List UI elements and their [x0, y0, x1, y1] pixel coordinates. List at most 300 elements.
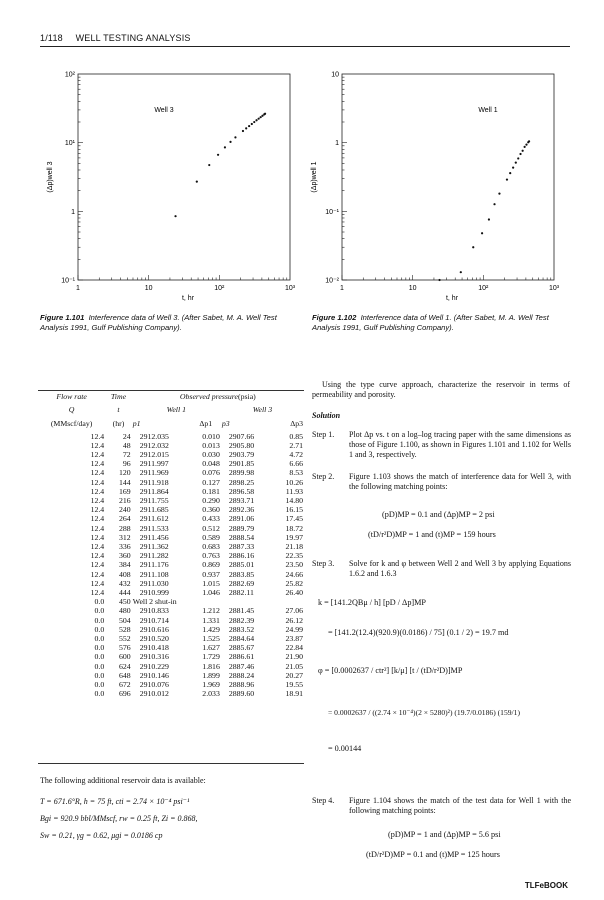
- table-cell: 8.53: [289, 468, 303, 478]
- table-cell: 2899.98: [228, 468, 255, 478]
- table-cell: 264: [119, 514, 131, 524]
- head-p3: p3: [221, 419, 230, 429]
- table-cell: 2882.11: [228, 588, 254, 598]
- table-cell: 624: [119, 661, 131, 671]
- match-point-1a: (pD)MP = 0.1 and (Δp)MP = 2 psi: [382, 510, 495, 519]
- table-cell: 240: [119, 505, 131, 515]
- table-cell: 2911.864: [139, 486, 169, 496]
- table-cell: 12.4: [90, 551, 105, 561]
- unit-flow: (MMscf/day): [50, 419, 93, 429]
- table-cell: 0.0: [94, 624, 105, 634]
- col-t: t: [117, 405, 120, 415]
- table-cell: 12.4: [90, 440, 105, 450]
- table-row: [38, 597, 304, 606]
- table-cell: 2885.01: [228, 560, 255, 570]
- table-cell: 0.181: [202, 486, 220, 496]
- table-cell: 25.82: [285, 578, 303, 588]
- table-cell: 2911.456: [139, 532, 169, 542]
- table-bottom-rule: [38, 763, 304, 764]
- table-row: [38, 441, 304, 450]
- table-cell: 432: [119, 578, 131, 588]
- table-row: [38, 505, 304, 514]
- head-p1: p1: [132, 419, 141, 429]
- table-cell: 1.429: [202, 624, 220, 634]
- table-cell: 672: [119, 680, 131, 690]
- data-point: [515, 162, 517, 164]
- match-point-1b: (tD/r²D)MP = 1 and (t)MP = 159 hours: [368, 530, 496, 539]
- y-tick-label: 10⁻²: [325, 277, 339, 285]
- table-cell: 0.512: [202, 523, 220, 533]
- observed-pressure-label: Observed pressure: [179, 392, 239, 401]
- x-tick-label: 10³: [284, 285, 296, 292]
- table-cell: 312: [119, 532, 131, 542]
- data-point: [506, 178, 508, 180]
- table-row: [38, 616, 304, 625]
- table-cell: 2910.146: [139, 670, 169, 680]
- step-label: Step 4.: [312, 796, 335, 805]
- table-cell: 528: [119, 624, 131, 634]
- chart-well-3: [40, 62, 308, 310]
- x-tick-label: 10²: [478, 285, 489, 292]
- data-point: [260, 116, 262, 118]
- plot-frame: [342, 74, 554, 280]
- table-cell: 22.84: [285, 643, 303, 653]
- data-point: [460, 271, 462, 273]
- caption-text: Interference data of Well 1. (After Sabet, M. A. Well Test Analysis 1991, Gulf Publishing Company).: [312, 313, 549, 332]
- table-cell: 0.0: [94, 689, 105, 699]
- table-cell: 2.033: [202, 689, 220, 699]
- table-cell: 2888.96: [228, 680, 255, 690]
- y-tick-label: 10⁻¹: [61, 277, 75, 285]
- table-cell: 2911.918: [139, 477, 169, 487]
- table-cell: 169: [119, 486, 131, 496]
- figure-label: Figure 1.102: [312, 313, 357, 322]
- table-cell: 2888.24: [228, 670, 255, 680]
- table-cell: 0.290: [202, 496, 220, 506]
- table-cell: 2911.685: [139, 505, 169, 515]
- table-cell: 450: [119, 597, 131, 607]
- step-label: Step 3.: [312, 559, 335, 568]
- table-cell: 0.0: [94, 606, 105, 616]
- table-cell: 0.589: [202, 532, 220, 542]
- table-cell: 384: [119, 560, 131, 570]
- table-cell: 11.93: [285, 486, 303, 496]
- table-cell: 2893.71: [228, 496, 255, 506]
- col-well-1: Well 1: [166, 405, 186, 415]
- x-tick-label: 10³: [548, 285, 560, 292]
- table-cell: 12.4: [90, 578, 105, 588]
- table-cell: 600: [119, 652, 131, 662]
- table-cell: 1.331: [202, 615, 220, 625]
- y-tick-label: 10¹: [64, 140, 75, 148]
- table-cell: 0.85: [289, 431, 303, 441]
- solution-heading: Solution: [312, 411, 341, 420]
- table-cell: 1.729: [202, 652, 220, 662]
- table-cell: 10.26: [285, 477, 303, 487]
- pressure-unit: (psia): [238, 392, 256, 401]
- table-cell: 1.525: [202, 634, 220, 644]
- table-cell: 2911.362: [139, 542, 169, 552]
- table-row: [38, 542, 304, 551]
- step-2: [312, 472, 572, 492]
- header-rule: [40, 46, 570, 47]
- unit-time: (hr): [112, 419, 125, 429]
- y-axis-label: (Δp)well 3: [47, 161, 54, 193]
- table-row: [38, 643, 304, 652]
- table-cell: 2911.755: [139, 496, 169, 506]
- table-cell: 12.4: [90, 569, 105, 579]
- table-cell: 2883.52: [228, 624, 255, 634]
- table-row: [38, 551, 304, 560]
- table-cell: 2910.833: [139, 606, 169, 616]
- data-point: [208, 164, 210, 166]
- table-cell: 4.72: [289, 450, 303, 460]
- table-cell: 2883.85: [228, 569, 255, 579]
- table-cell: 552: [119, 634, 131, 644]
- table-cell: 2910.520: [139, 634, 169, 644]
- data-point: [498, 193, 500, 195]
- col-flow-rate: Flow rate: [56, 392, 87, 401]
- table-cell: 0.0: [94, 597, 105, 607]
- data-point: [196, 181, 198, 183]
- data-point: [174, 215, 176, 217]
- table-cell: 26.12: [285, 615, 303, 625]
- table-cell: 1.212: [202, 606, 220, 616]
- table-cell: 12.4: [90, 486, 105, 496]
- table-cell: 2911.997: [139, 459, 169, 469]
- data-point: [258, 118, 260, 120]
- table-cell: 16.15: [285, 505, 303, 515]
- chapter-title: WELL TESTING ANALYSIS: [75, 33, 191, 43]
- table-cell: 2885.67: [228, 643, 255, 653]
- table-cell: 2911.176: [139, 560, 169, 570]
- table-cell: 648: [119, 670, 131, 680]
- problem-intro: Using the type curve approach, characterize the reservoir in terms of permeability and porosity.: [312, 380, 570, 399]
- equation-phi-result: = 0.00144: [328, 744, 362, 753]
- table-cell: 2.71: [289, 440, 303, 450]
- table-row: [38, 432, 304, 441]
- table-cell: 2882.69: [228, 578, 255, 588]
- table-cell: 2887.46: [228, 661, 255, 671]
- table-cell: 2901.85: [228, 459, 255, 469]
- table-cell: 0.360: [202, 505, 220, 515]
- table-cell: 2912.032: [139, 440, 169, 450]
- data-line-2: Bgi = 920.9 bbl/MMscf, rw = 0.25 ft, Zi = 0.868,: [40, 814, 198, 823]
- table-cell: 12.4: [90, 588, 105, 598]
- table-cell: 2881.45: [228, 606, 255, 616]
- step-label: Step 2.: [312, 472, 335, 481]
- table-cell: 2910.999: [139, 588, 169, 598]
- table-cell: 23.50: [285, 560, 303, 570]
- table-cell: 360: [119, 551, 131, 561]
- x-axis-label: t, hr: [181, 295, 195, 302]
- table-cell: 2889.60: [228, 689, 255, 699]
- x-tick-label: 10: [144, 285, 153, 292]
- table-cell: 444: [119, 588, 131, 598]
- table-cell: 144: [119, 477, 131, 487]
- table-cell: 0.048: [202, 459, 220, 469]
- equation-k: k = [141.2QBμ / h] [pD / Δp]MP: [318, 598, 426, 607]
- data-point: [264, 113, 266, 115]
- table-cell: 0.0: [94, 680, 105, 690]
- footer-watermark: TLFeBOOK: [524, 881, 568, 890]
- data-point: [512, 167, 514, 169]
- table-cell: 20.27: [285, 670, 303, 680]
- plot-frame: [78, 74, 290, 280]
- table-cell: 12.4: [90, 496, 105, 506]
- table-cell: 14.80: [285, 496, 303, 506]
- table-cell: 0.010: [202, 431, 220, 441]
- table-cell: 21.05: [285, 661, 303, 671]
- table-cell: 0.0: [94, 661, 105, 671]
- match-point-4a: (pD)MP = 1 and (Δp)MP = 5.6 psi: [388, 830, 501, 839]
- data-point: [217, 154, 219, 156]
- table-cell: 2911.969: [139, 468, 169, 478]
- table-cell: 2907.66: [228, 431, 255, 441]
- table-cell: 2905.80: [228, 440, 255, 450]
- table-cell: 120: [119, 468, 131, 478]
- table-cell: 2896.58: [228, 486, 255, 496]
- table-row: [38, 514, 304, 523]
- table-cell: 2889.79: [228, 523, 255, 533]
- y-tick-label: 10: [331, 71, 339, 79]
- x-tick-label: 1: [76, 285, 80, 292]
- x-axis-label: t, hr: [445, 295, 459, 302]
- step-1: [312, 430, 572, 470]
- data-point: [438, 279, 440, 281]
- table-cell: 1.015: [202, 578, 220, 588]
- table-cell: 2887.33: [228, 542, 255, 552]
- data-point: [248, 125, 250, 127]
- table-cell: 0.127: [202, 477, 220, 487]
- table-cell: 2910.616: [139, 624, 169, 634]
- table-cell: 22.35: [285, 551, 303, 561]
- table-cell: 2910.229: [139, 661, 169, 671]
- col-observed-pressure: [132, 392, 304, 401]
- table-cell: 27.06: [285, 606, 303, 616]
- table-cell: 12.4: [90, 459, 105, 469]
- data-point: [224, 146, 226, 148]
- table-cell: 0.869: [202, 560, 220, 570]
- table-cell: 12.4: [90, 450, 105, 460]
- table-cell: 0.076: [202, 468, 220, 478]
- table-cell: 12.4: [90, 560, 105, 570]
- table-cell: 18.91: [285, 689, 303, 699]
- data-point: [234, 136, 236, 138]
- table-row: [38, 625, 304, 634]
- table-row: [38, 459, 304, 468]
- table-cell: 1.627: [202, 643, 220, 653]
- data-point: [253, 121, 255, 123]
- table-cell: 2886.16: [228, 551, 255, 561]
- col-time: Time: [110, 392, 127, 401]
- data-point: [517, 157, 519, 159]
- table-cell: 1.969: [202, 680, 220, 690]
- table-cell: 2910.076: [139, 680, 169, 690]
- table-cell: 24.99: [285, 624, 303, 634]
- table-cell: 19.55: [285, 680, 303, 690]
- table-cell: 2898.25: [228, 477, 255, 487]
- table-cell: 0.0: [94, 643, 105, 653]
- table-cell: 2912.015: [139, 450, 169, 460]
- table-row: [38, 468, 304, 477]
- step-4: [312, 796, 572, 816]
- table-cell: 6.66: [289, 459, 303, 469]
- step-3: [312, 559, 572, 579]
- table-cell: 48: [122, 440, 131, 450]
- table-row: [38, 533, 304, 542]
- caption-text: Interference data of Well 3. (After Sabet, M. A. Well Test Analysis 1991, Gulf Publishing Company).: [40, 313, 277, 332]
- page-number: 1/118: [40, 33, 63, 43]
- table-cell: 0.030: [202, 450, 220, 460]
- x-tick-label: 10: [408, 285, 417, 292]
- table-cell: 0.0: [94, 670, 105, 680]
- table-cell: 2911.533: [139, 523, 169, 533]
- table-cell: 12.4: [90, 542, 105, 552]
- table-cell: 17.45: [285, 514, 303, 524]
- table-cell: 1.899: [202, 670, 220, 680]
- table-cell: 0.937: [202, 569, 220, 579]
- chart-title: Well 1: [478, 107, 498, 114]
- y-tick-label: 10²: [64, 71, 75, 79]
- table-row: [38, 680, 304, 689]
- y-tick-label: 1: [71, 208, 75, 216]
- data-line-3: Sw = 0.21, γg = 0.62, μgi = 0.0186 cp: [40, 831, 163, 840]
- table-cell: 21.90: [285, 652, 303, 662]
- data-point: [525, 144, 527, 146]
- figure-1-101-caption: [40, 313, 302, 332]
- table-cell: 216: [119, 496, 131, 506]
- equation-k-value: = [141.2(12.4)(920.9)(0.0186) / 75] (0.1 / 2) = 19.7 md: [328, 628, 509, 637]
- table-cell: 12.4: [90, 431, 105, 441]
- table-cell: 2910.714: [139, 615, 169, 625]
- table-cell: 2886.61: [228, 652, 255, 662]
- table-cell: 0.013: [202, 440, 220, 450]
- table-body: [38, 432, 304, 699]
- table-cell: 12.4: [90, 523, 105, 533]
- y-axis-label: (Δp)well 1: [311, 161, 318, 193]
- running-header: [40, 33, 201, 43]
- step-label: Step 1.: [312, 430, 335, 439]
- chart-title: Well 3: [154, 107, 174, 114]
- table-cell: 21.18: [285, 542, 303, 552]
- table-cell: 2892.36: [228, 505, 255, 515]
- table-row: [38, 606, 304, 615]
- table-cell: 408: [119, 569, 131, 579]
- table-row: [38, 524, 304, 533]
- additional-data-intro: The following additional reservoir data is available:: [40, 776, 206, 785]
- table-cell: 12.4: [90, 514, 105, 524]
- table-cell: 2884.64: [228, 634, 255, 644]
- data-point: [251, 123, 253, 125]
- table-cell: 1.816: [202, 661, 220, 671]
- table-row: [38, 662, 304, 671]
- table-row: [38, 634, 304, 643]
- table-row: [38, 579, 304, 588]
- table-cell: 480: [119, 606, 131, 616]
- table-cell: 0.683: [202, 542, 220, 552]
- table-cell: 2911.108: [139, 569, 169, 579]
- step-text: Figure 1.104 shows the match of the test data for Well 1 with the following matching points:: [349, 796, 571, 815]
- table-cell: 2888.54: [228, 532, 255, 542]
- step-text: Solve for k and φ between Well 2 and Well 3 by applying Equations 1.6.2 and 1.6.3: [349, 559, 571, 578]
- col-q: Q: [68, 405, 75, 415]
- data-point: [528, 140, 530, 142]
- table-cell: 0.0: [94, 634, 105, 644]
- table-cell: 12.4: [90, 532, 105, 542]
- table-cell: 576: [119, 643, 131, 653]
- table-cell: 1.046: [202, 588, 220, 598]
- table-cell: 24.66: [285, 569, 303, 579]
- table-cell: 2910.316: [139, 652, 169, 662]
- table-cell: 0.763: [202, 551, 220, 561]
- table-cell: 696: [119, 689, 131, 699]
- x-tick-label: 10²: [214, 285, 225, 292]
- data-point: [524, 146, 526, 148]
- y-tick-label: 10⁻¹: [325, 208, 339, 216]
- table-cell: 12.4: [90, 468, 105, 478]
- x-tick-label: 1: [340, 285, 344, 292]
- table-cell: 12.4: [90, 505, 105, 515]
- table-cell: 12.4: [90, 477, 105, 487]
- table-cell: 2891.06: [228, 514, 255, 524]
- table-cell: 504: [119, 615, 131, 625]
- figure-label: Figure 1.101: [40, 313, 85, 322]
- table-row: [38, 496, 304, 505]
- table-row: [38, 689, 304, 698]
- table-cell: 336: [119, 542, 131, 552]
- table-cell: 0.433: [202, 514, 220, 524]
- table-cell: 2911.030: [139, 578, 169, 588]
- table-cell: 19.97: [285, 532, 303, 542]
- data-point: [255, 119, 257, 121]
- data-point: [229, 141, 231, 143]
- table-cell: 18.72: [285, 523, 303, 533]
- data-point: [261, 115, 263, 117]
- table-cell: 26.40: [285, 588, 303, 598]
- data-point: [522, 150, 524, 152]
- table-top-rule: [38, 390, 304, 391]
- table-row: [38, 652, 304, 661]
- table-cell: 23.87: [285, 634, 303, 644]
- match-point-4b: (tD/r²D)MP = 0.1 and (t)MP = 125 hours: [366, 850, 500, 859]
- table-row: [38, 487, 304, 496]
- data-point: [481, 232, 483, 234]
- table-row: [38, 570, 304, 579]
- step-text: Figure 1.103 shows the match of interference data for Well 3, with the following matching points:: [349, 472, 571, 491]
- table-cell: 24: [122, 431, 131, 441]
- step-text: Plot Δp vs. t on a log–log tracing paper with the same dimensions as those of Figure 1.100, as shown in Figures 1.101 and 1.102 for Wells 1 and 3, respectively.: [349, 430, 571, 459]
- table-row: [38, 478, 304, 487]
- data-point: [509, 172, 511, 174]
- data-point: [488, 218, 490, 220]
- table-cell: 288: [119, 523, 131, 533]
- data-point: [493, 203, 495, 205]
- chart-well-1: [304, 62, 572, 310]
- equation-phi: φ = [0.0002637 / ctr²] [k/μ] [t / (tD/r²D)]MP: [318, 666, 463, 675]
- table-cell: 2912.035: [139, 431, 169, 441]
- figure-1-102-caption: [312, 313, 574, 332]
- table-cell: 2903.79: [228, 450, 255, 460]
- table-cell: 0.0: [94, 615, 105, 625]
- table-cell: 2911.612: [139, 514, 169, 524]
- table-cell: 2882.39: [228, 615, 255, 625]
- table-row: [38, 671, 304, 680]
- table-cell: 2910.418: [139, 643, 169, 653]
- data-point: [245, 127, 247, 129]
- shut-in-note: Well 2 shut-in: [132, 597, 177, 607]
- head-dp3: Δp3: [290, 419, 303, 429]
